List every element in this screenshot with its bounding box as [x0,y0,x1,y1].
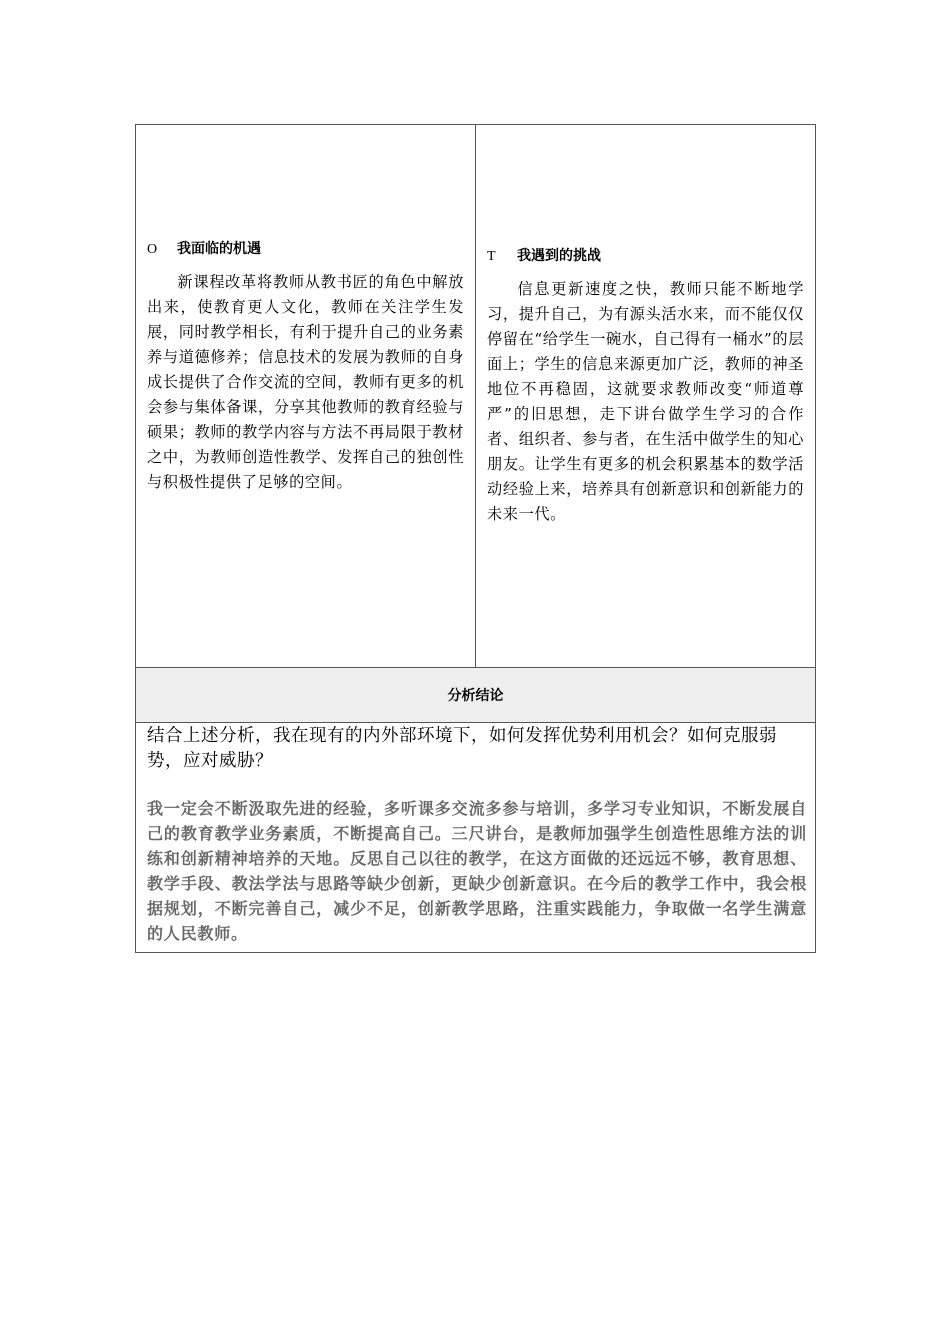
ot-row [136,125,816,668]
opportunities-cell [136,125,476,668]
threats-body: 信息更新速度之快，教师只能不断地学习，提升自己，为有源头活水来，而不能仅仅停留在“给学生一碗水，自己得有一桶水”的层面上；学生的信息来源更加广泛，教师的神圣地位不再稳固，这就要求教师改变“师道尊严”的旧思想，走下讲台做学生学习的合作者、组织者、参与者，在生活中做学生的知心朋友。让学生有更多的机会积累基本的数学活动经验上来，培养具有创新意识和创新能力的未来一代。 [487,280,804,523]
conclusion-body-row [136,723,816,953]
threats-letter: T [487,249,496,264]
swot-table [135,124,816,953]
conclusion-cell [136,723,816,953]
swot-form [135,124,815,953]
threats-heading [487,246,804,267]
opportunities-body: 新课程改革将教师从教书匠的角色中解放出来，使教育更人文化，教师在关注学生发展，同时教学相长，有利于提升自己的业务素养与道德修养；信息技术的发展为教师的自身成长提供了合作交流的空间，教师有更多的机会参与集体备课，分享其他教师的教育经验与硕果；教师的教学内容与方法不再局限于教材之中，为教师创造性教学、发挥自己的独创性与积极性提供了足够的空间。 [147,273,464,491]
conclusion-heading: 分析结论 [136,668,816,723]
opportunities-title: 我面临的机遇 [177,241,261,257]
opportunities-letter: O [147,242,158,257]
conclusion-answer: 我一定会不断汲取先进的经验，多听课多交流多参与培训，多学习专业知识，不断发展自己的教育教学业务素质，不断提高自己。三尺讲台，是教师加强学生创造性思维方法的训练和创新精神培养的天地。反思自己以往的教学，在这方面做的还远远不够，教育思想、教学手段、教法学法与思路等缺少创新，更缺少创新意识。在今后的教学工作中，我会根据规划，不断完善自己，减少不足，创新教学思路，注重实践能力，争取做一名学生满意的人民教师。 [147,799,807,943]
conclusion-heading-row [136,668,816,723]
threats-cell [476,125,816,668]
conclusion-question: 结合上述分析，我在现有的内外部环境下，如何发挥优势利用机会？如何克服弱势，应对威胁？ [147,726,777,771]
threats-title: 我遇到的挑战 [517,248,601,264]
opportunities-heading [147,239,464,260]
